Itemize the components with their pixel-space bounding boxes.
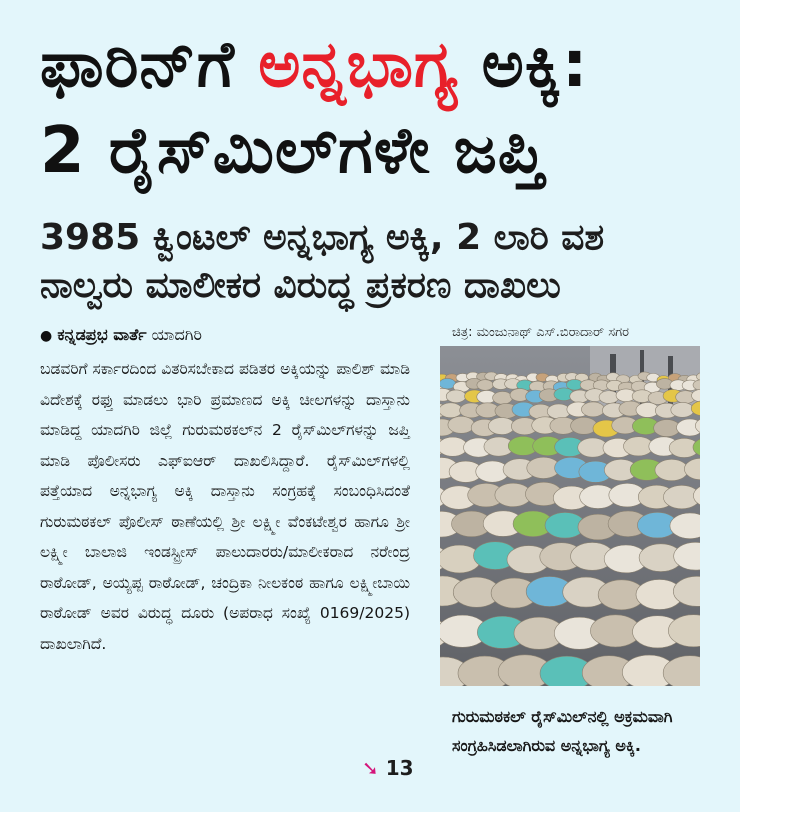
subheadline <box>40 214 730 310</box>
sack-shape <box>599 391 619 404</box>
sack-shape <box>446 390 466 403</box>
rice-sacks-photo <box>440 346 700 686</box>
rice-sacks-illustration <box>440 346 700 686</box>
sack-shape <box>488 418 515 435</box>
jump-arrow-icon: ➘ <box>362 756 379 780</box>
headline-highlight: ಅನ್ನಭಾಗ್ಯ <box>258 28 459 102</box>
photo-credit: ಚಿತ್ರ: ಮಂಜುನಾಥ್ ಎಸ್.ಬಿರಾದಾರ್ ಸಗರ <box>452 325 630 340</box>
headline-line-1 <box>40 22 730 108</box>
photo-caption: ಗುರುಮಠಕಲ್ ರೈಸ್‌ಮಿಲ್‌ನಲ್ಲಿ ಅಕ್ರಮವಾಗಿ ಸಂಗ್ರಹಿಸಿಡಲಾಗಿರುವ ಅನ್ನಭಾಗ್ಯ ಅಕ್ಕಿ. <box>452 707 673 755</box>
headline <box>40 22 730 194</box>
sack-shape <box>655 459 688 480</box>
sack-shape <box>477 380 493 391</box>
byline-agency: ಕನ್ನಡಪ್ರಭ ವಾರ್ತೆ <box>57 325 147 344</box>
continued-page-marker <box>362 756 414 780</box>
headline-line-2: 2 ರೈಸ್‌ಮಿಲ್‌ಗಳೇ ಜಪ್ತಿ <box>40 114 546 188</box>
sack-shape <box>440 403 462 418</box>
sack-shape <box>581 402 604 417</box>
sack-shape <box>571 417 598 434</box>
sack-shape <box>671 402 694 417</box>
byline <box>40 325 202 345</box>
subhead-line-2: ನಾಲ್ವರು ಮಾಲೀಕರ ವಿರುದ್ಧ ಪ್ರಕರಣ ದಾಖಲು <box>40 265 561 306</box>
byline-place: ಯಾದಗಿರಿ <box>151 325 202 344</box>
headline-part-1: ಫಾರಿನ್‌ಗೆ <box>40 28 259 102</box>
continued-page-number: 13 <box>385 756 414 780</box>
sack-shape <box>448 416 475 433</box>
article-body: ಬಡವರಿಗೆ ಸರ್ಕಾರದಿಂದ ವಿತರಿಸಬೇಕಾದ ಪಡಿತರ ಅಕ್ಕಿಯನ್ನು ಪಾಲಿಶ್ ಮಾಡಿ ವಿದೇಶಕ್ಕೆ ರಫ್ತು ಮಾಡಲು ಭಾರಿ ಪ್ರಮಾಣದ ಅಕ್ಕಿ ಚೀಲಗಳನ್ನು ದಾಸ್ತಾನು ಮಾಡಿದ್ದ ಯಾದಗಿರಿ ಜಿಲ್ಲೆ ಗುರುಮಠಕಲ್‌ನ 2 ರೈಸ್‌ಮಿಲ್‌ಗಳನ್ನು ಜಪ್ತಿ ಮಾಡಿ ಪೊಲೀಸರು ಎಫ್‌ಐಆರ್ ದಾಖಲಿಸಿದ್ದಾರೆ. ರೈಸ್‌ಮಿಲ್‌ಗಳಲ್ಲಿ ಪತ್ತೆಯಾದ ಅನ್ನಭಾಗ್ಯ ಅಕ್ಕಿ ದಾಸ್ತಾನು ಸಂಗ್ರಹಕ್ಕೆ ಸಂಬಂಧಿಸಿದಂತೆ ಗುರುಮಠಕಲ್ ಪೊಲೀಸ್ ಠಾಣೆಯಲ್ಲಿ ಶ್ರೀ ಲಕ್ಷ್ಮೀ ವೆಂಕಟೇಶ್ವರ ಹಾಗೂ ಶ್ರೀ ಲಕ್ಷ್ಮೀ ಬಾಲಾಜಿ ಇಂಡಸ್ಟ್ರೀಸ್ ಪಾಲುದಾರರು/ಮಾಲೀಕರಾದ ನರೇಂದ್ರ ರಾಠೋಡ್, ಅಯ್ಯಪ್ಪ ರಾಠೋಡ್, ಚಂದ್ರಿಕಾ ನೀಲಕಂಠ ಹಾಗೂ ಲಕ್ಷ್ಮೀಬಾಯಿ ರಾಠೋಡ್ ಅವರ ವಿರುದ್ಧ ದೂರು (ಅಪರಾಧ ಸಂಖ್ಯೆ 0169/2025) ದಾಖಲಾಗಿದೆ. <box>40 360 410 653</box>
sack-shape <box>547 404 570 419</box>
sack-shape <box>493 391 513 404</box>
subhead-line-1: 3985 ಕ್ವಿಂಟಲ್ ಅನ್ನಭಾಗ್ಯ ಅಕ್ಕಿ, 2 ಲಾರಿ ವಶ <box>40 217 605 258</box>
headline-part-2: ಅಕ್ಕಿ: <box>458 28 589 102</box>
bullet-icon: ● <box>40 328 53 344</box>
